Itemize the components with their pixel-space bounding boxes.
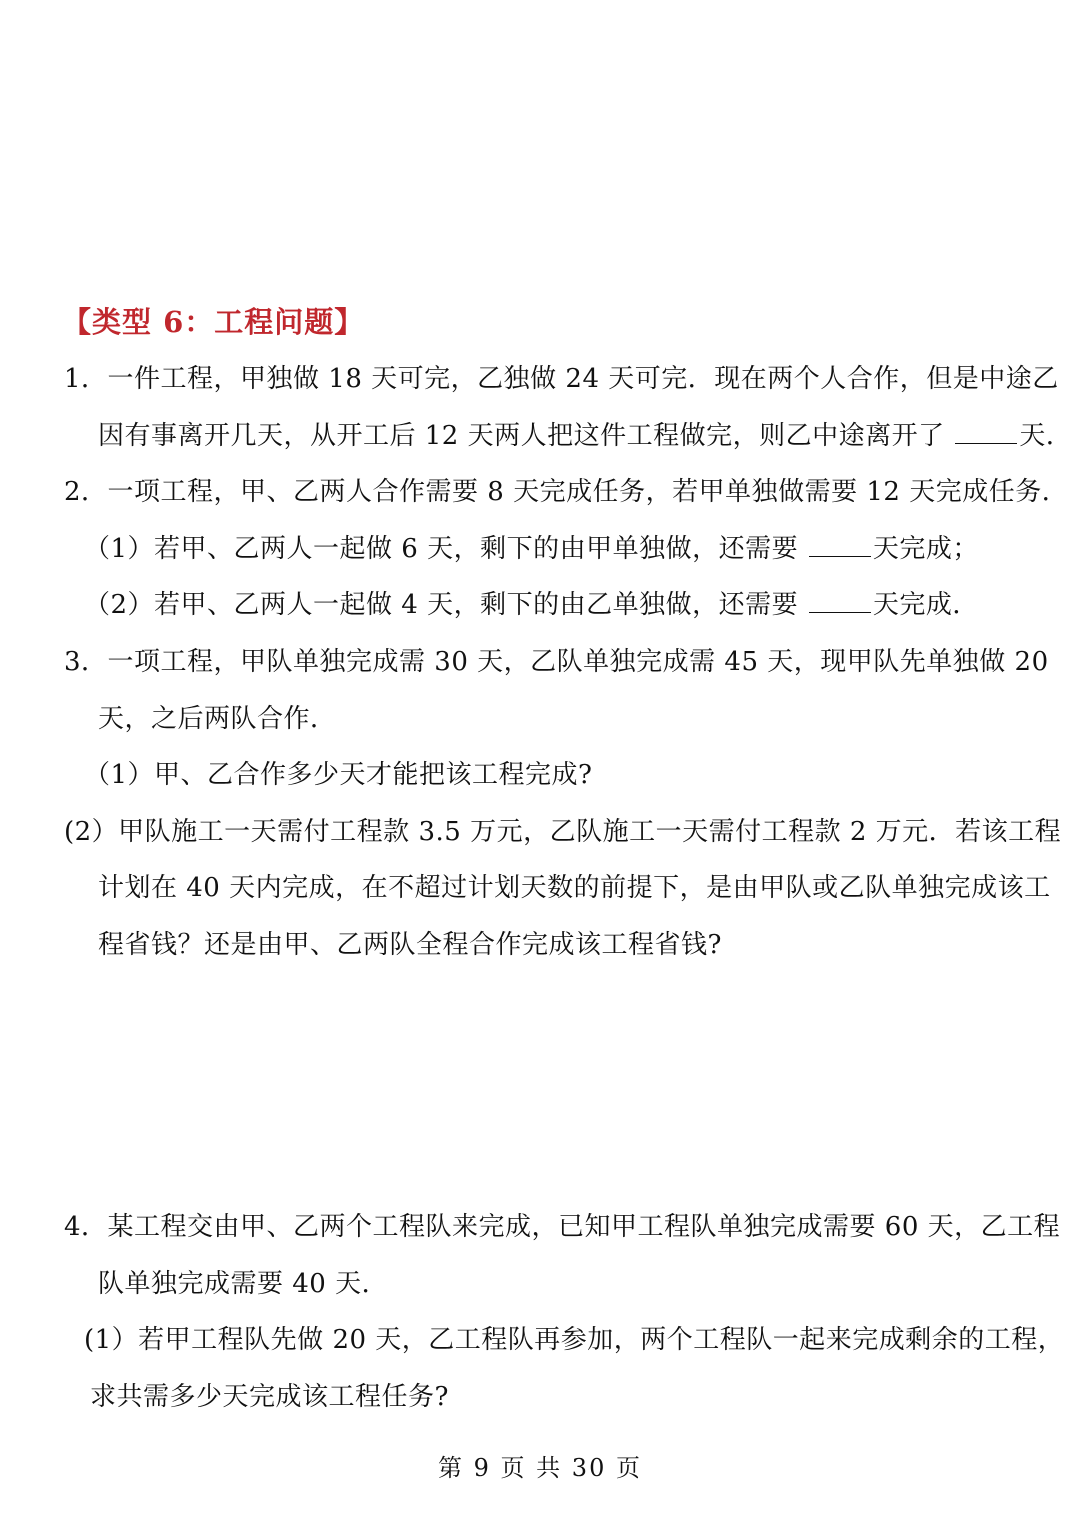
problem-1-line-1: 1．一件工程，甲独做 18 天可完，乙独做 24 天可完．现在两个人合作，但是中途乙 — [64, 364, 1059, 394]
problem-2-question-1-text: （1）若甲、乙两人一起做 6 天，剩下的由甲单独做，还需要 — [84, 534, 799, 564]
problem-3-question-2-line-3: 程省钱？还是由甲、乙两队全程合作完成该工程省钱? — [98, 930, 722, 960]
problem-4-line-1: 4．某工程交由甲、乙两个工程队来完成，已知甲工程队单独完成需要 60 天，乙工程 — [64, 1212, 1061, 1242]
answer-blank — [955, 421, 1017, 444]
problem-2-question-2-text: （2）若甲、乙两人一起做 4 天，剩下的由乙单独做，还需要 — [84, 590, 799, 620]
problem-4-question-1-line-2: 求共需多少天完成该工程任务? — [90, 1382, 449, 1412]
problem-4-line-2: 队单独完成需要 40 天． — [98, 1269, 389, 1299]
answer-blank — [809, 534, 871, 557]
problem-4-question-1-line-1: (1）若甲工程队先做 20 天，乙工程队再参加，两个工程队一起来完成剩余的工程， — [84, 1325, 1065, 1355]
problem-1-line-2 — [98, 419, 1072, 453]
problem-2-question-2 — [84, 588, 979, 622]
problem-2-question-1 — [84, 532, 979, 566]
problem-2-stem: 2．一项工程，甲、乙两人合作需要 8 天完成任务，若甲单独做需要 12 天完成任务． — [64, 477, 1069, 507]
problem-3-question-1: （1）甲、乙合作多少天才能把该工程完成? — [84, 760, 593, 790]
page-footer: 第 9 页 共 30 页 — [438, 1454, 642, 1482]
problem-3-question-2-line-2: 计划在 40 天内完成，在不超过计划天数的前提下，是由甲队或乙队单独完成该工 — [98, 873, 1051, 903]
answer-blank — [809, 590, 871, 613]
problem-1-line-2-unit: 天． — [1019, 421, 1073, 451]
problem-1-line-2-text: 因有事离开几天，从开工后 12 天两人把这件工程做完，则乙中途离开了 — [98, 421, 945, 451]
section-title: 【类型 6：工程问题】 — [62, 305, 365, 339]
problem-3-line-2: 天，之后两队合作． — [98, 704, 337, 734]
problem-2-question-1-unit: 天完成； — [872, 534, 979, 564]
problem-3-question-2-line-1: (2）甲队施工一天需付工程款 3.5 万元，乙队施工一天需付工程款 2 万元．若该工程 — [64, 817, 1062, 847]
problem-3-line-1: 3．一项工程，甲队单独完成需 30 天，乙队单独完成需 45 天，现甲队先单独做 20 — [64, 647, 1049, 677]
problem-2-question-2-unit: 天完成． — [872, 590, 979, 620]
